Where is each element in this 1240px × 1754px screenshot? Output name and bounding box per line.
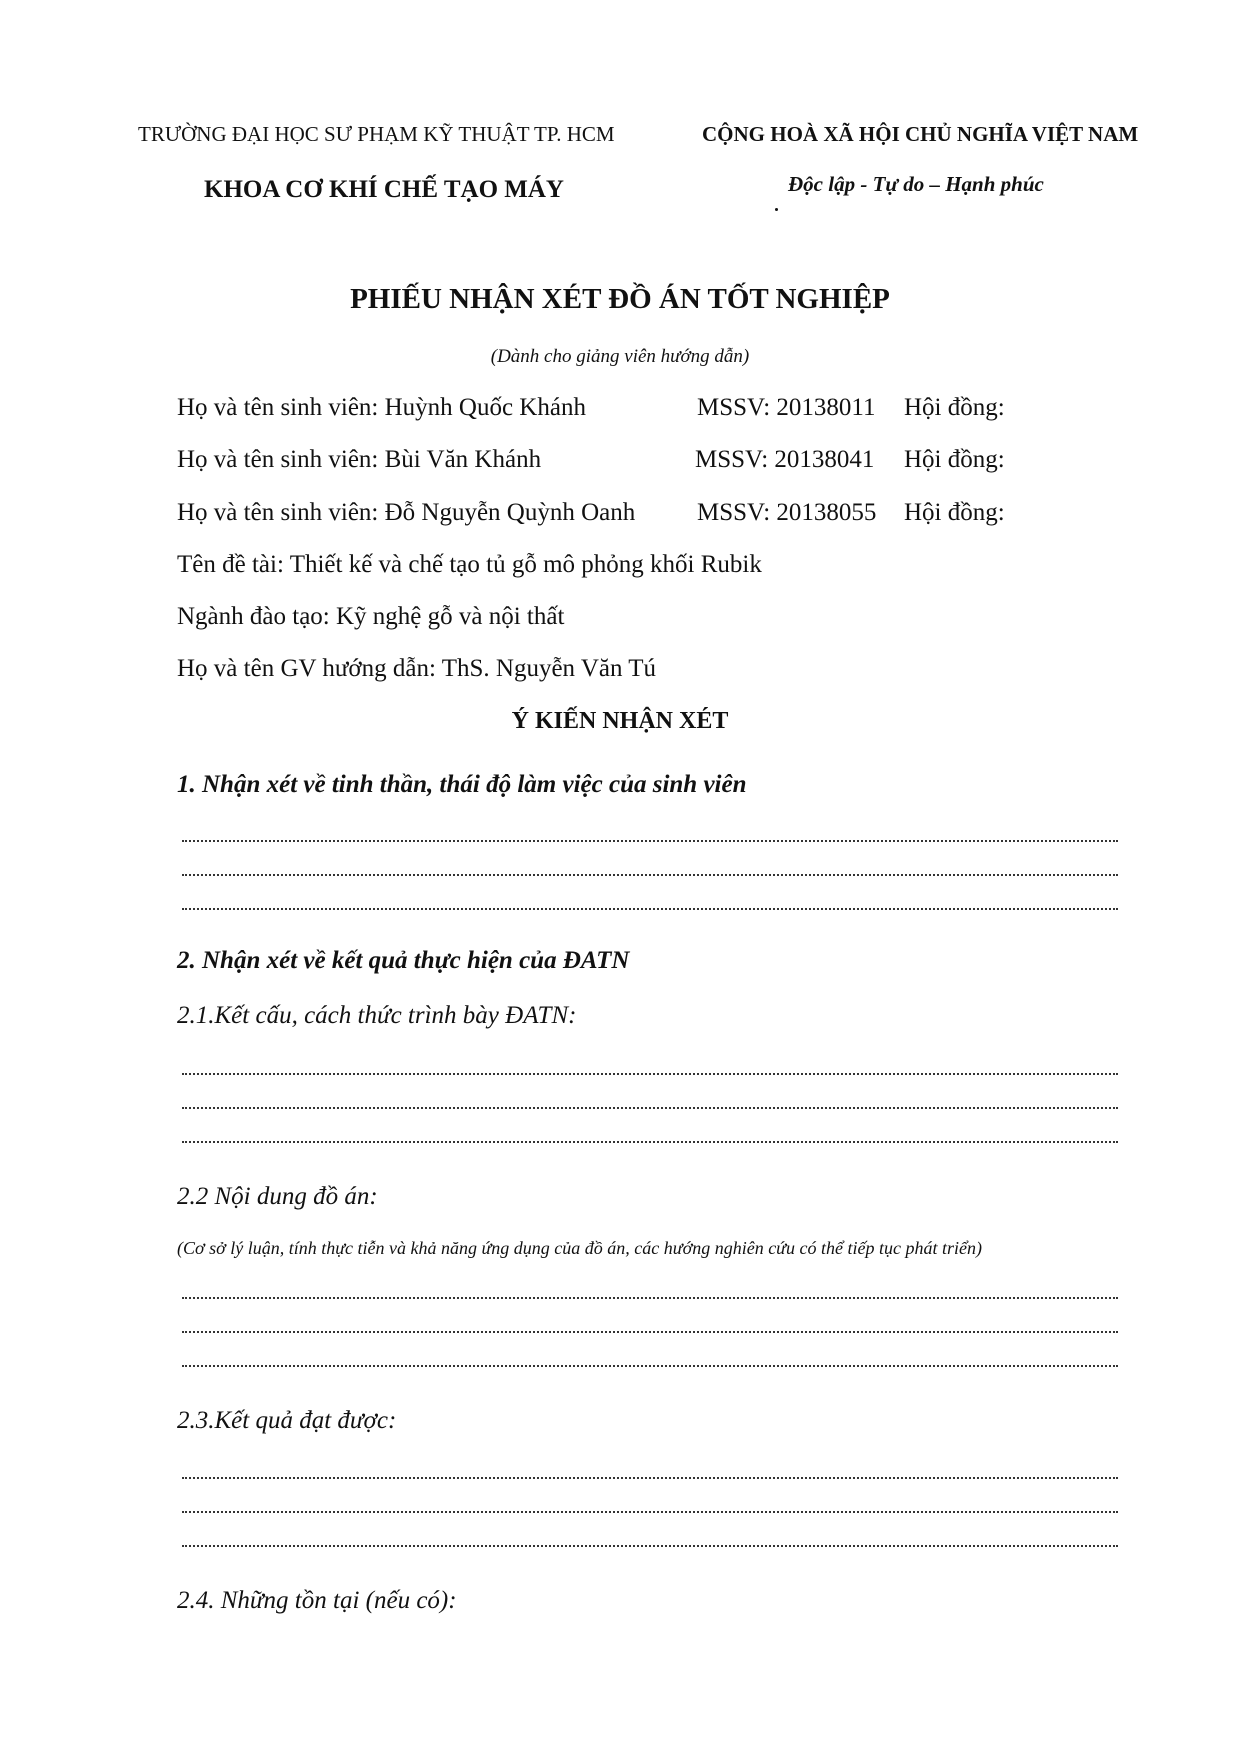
section-2-heading: 2. Nhận xét về kết quả thực hiện của ĐATN — [177, 947, 630, 974]
dotted-line — [182, 840, 1118, 842]
dotted-line — [182, 908, 1118, 910]
section-1-heading: 1. Nhận xét về tinh thần, thái độ làm việc của sinh viên — [177, 771, 747, 798]
dot-mark — [775, 208, 778, 211]
university-name: TRƯỜNG ĐẠI HỌC SƯ PHẠM KỸ THUẬT TP. HCM — [138, 122, 615, 146]
council-label: Hội đồng: — [904, 446, 1005, 473]
section-2-2-note: (Cơ sở lý luận, tính thực tiễn và khả năng ứng dụng của đồ án, các hướng nghiên cứu có thể tiếp tục phát triển) — [177, 1238, 982, 1258]
faculty-name: KHOA CƠ KHÍ CHẾ TẠO MÁY — [204, 176, 564, 203]
council-label: Hội đồng: — [904, 394, 1005, 421]
dotted-line — [182, 874, 1118, 876]
dotted-line — [182, 1073, 1118, 1075]
nation-heading: CỘNG HOÀ XÃ HỘI CHỦ NGHĨA VIỆT NAM — [702, 122, 1139, 146]
comments-heading: Ý KIẾN NHẬN XÉT — [511, 708, 729, 734]
student-id: MSSV: 20138055 — [697, 499, 877, 526]
student-id: MSSV: 20138011 — [697, 394, 876, 421]
form-subtitle: (Dành cho giảng viên hướng dẫn) — [490, 346, 750, 367]
form-title: PHIẾU NHẬN XÉT ĐỒ ÁN TỐT NGHIỆP — [350, 283, 890, 315]
council-label: Hội đồng: — [904, 499, 1005, 526]
dotted-line — [182, 1477, 1118, 1479]
dotted-line — [182, 1545, 1118, 1547]
dotted-line — [182, 1331, 1118, 1333]
dotted-line — [182, 1107, 1118, 1109]
section-2-1-heading: 2.1.Kết cấu, cách thức trình bày ĐATN: — [177, 1002, 577, 1029]
dotted-line — [182, 1297, 1118, 1299]
student-name: Họ và tên sinh viên: Huỳnh Quốc Khánh — [177, 394, 586, 421]
motto: Độc lập - Tự do – Hạnh phúc — [788, 172, 1044, 196]
student-id: MSSV: 20138041 — [695, 446, 875, 473]
dotted-line — [182, 1141, 1118, 1143]
section-2-2-heading: 2.2 Nội dung đồ án: — [177, 1183, 378, 1210]
topic-line: Tên đề tài: Thiết kế và chế tạo tủ gỗ mô phỏng khối Rubik — [177, 551, 762, 578]
student-name: Họ và tên sinh viên: Đỗ Nguyễn Quỳnh Oanh — [177, 499, 636, 526]
student-name: Họ và tên sinh viên: Bùi Văn Khánh — [177, 446, 542, 473]
section-2-4-heading: 2.4. Những tồn tại (nếu có): — [177, 1587, 457, 1614]
section-2-3-heading: 2.3.Kết quả đạt được: — [177, 1407, 397, 1434]
dotted-line — [182, 1365, 1118, 1367]
dotted-line — [182, 1511, 1118, 1513]
advisor-line: Họ và tên GV hướng dẫn: ThS. Nguyễn Văn Tú — [177, 655, 657, 682]
major-line: Ngành đào tạo: Kỹ nghệ gỗ và nội thất — [177, 603, 565, 630]
